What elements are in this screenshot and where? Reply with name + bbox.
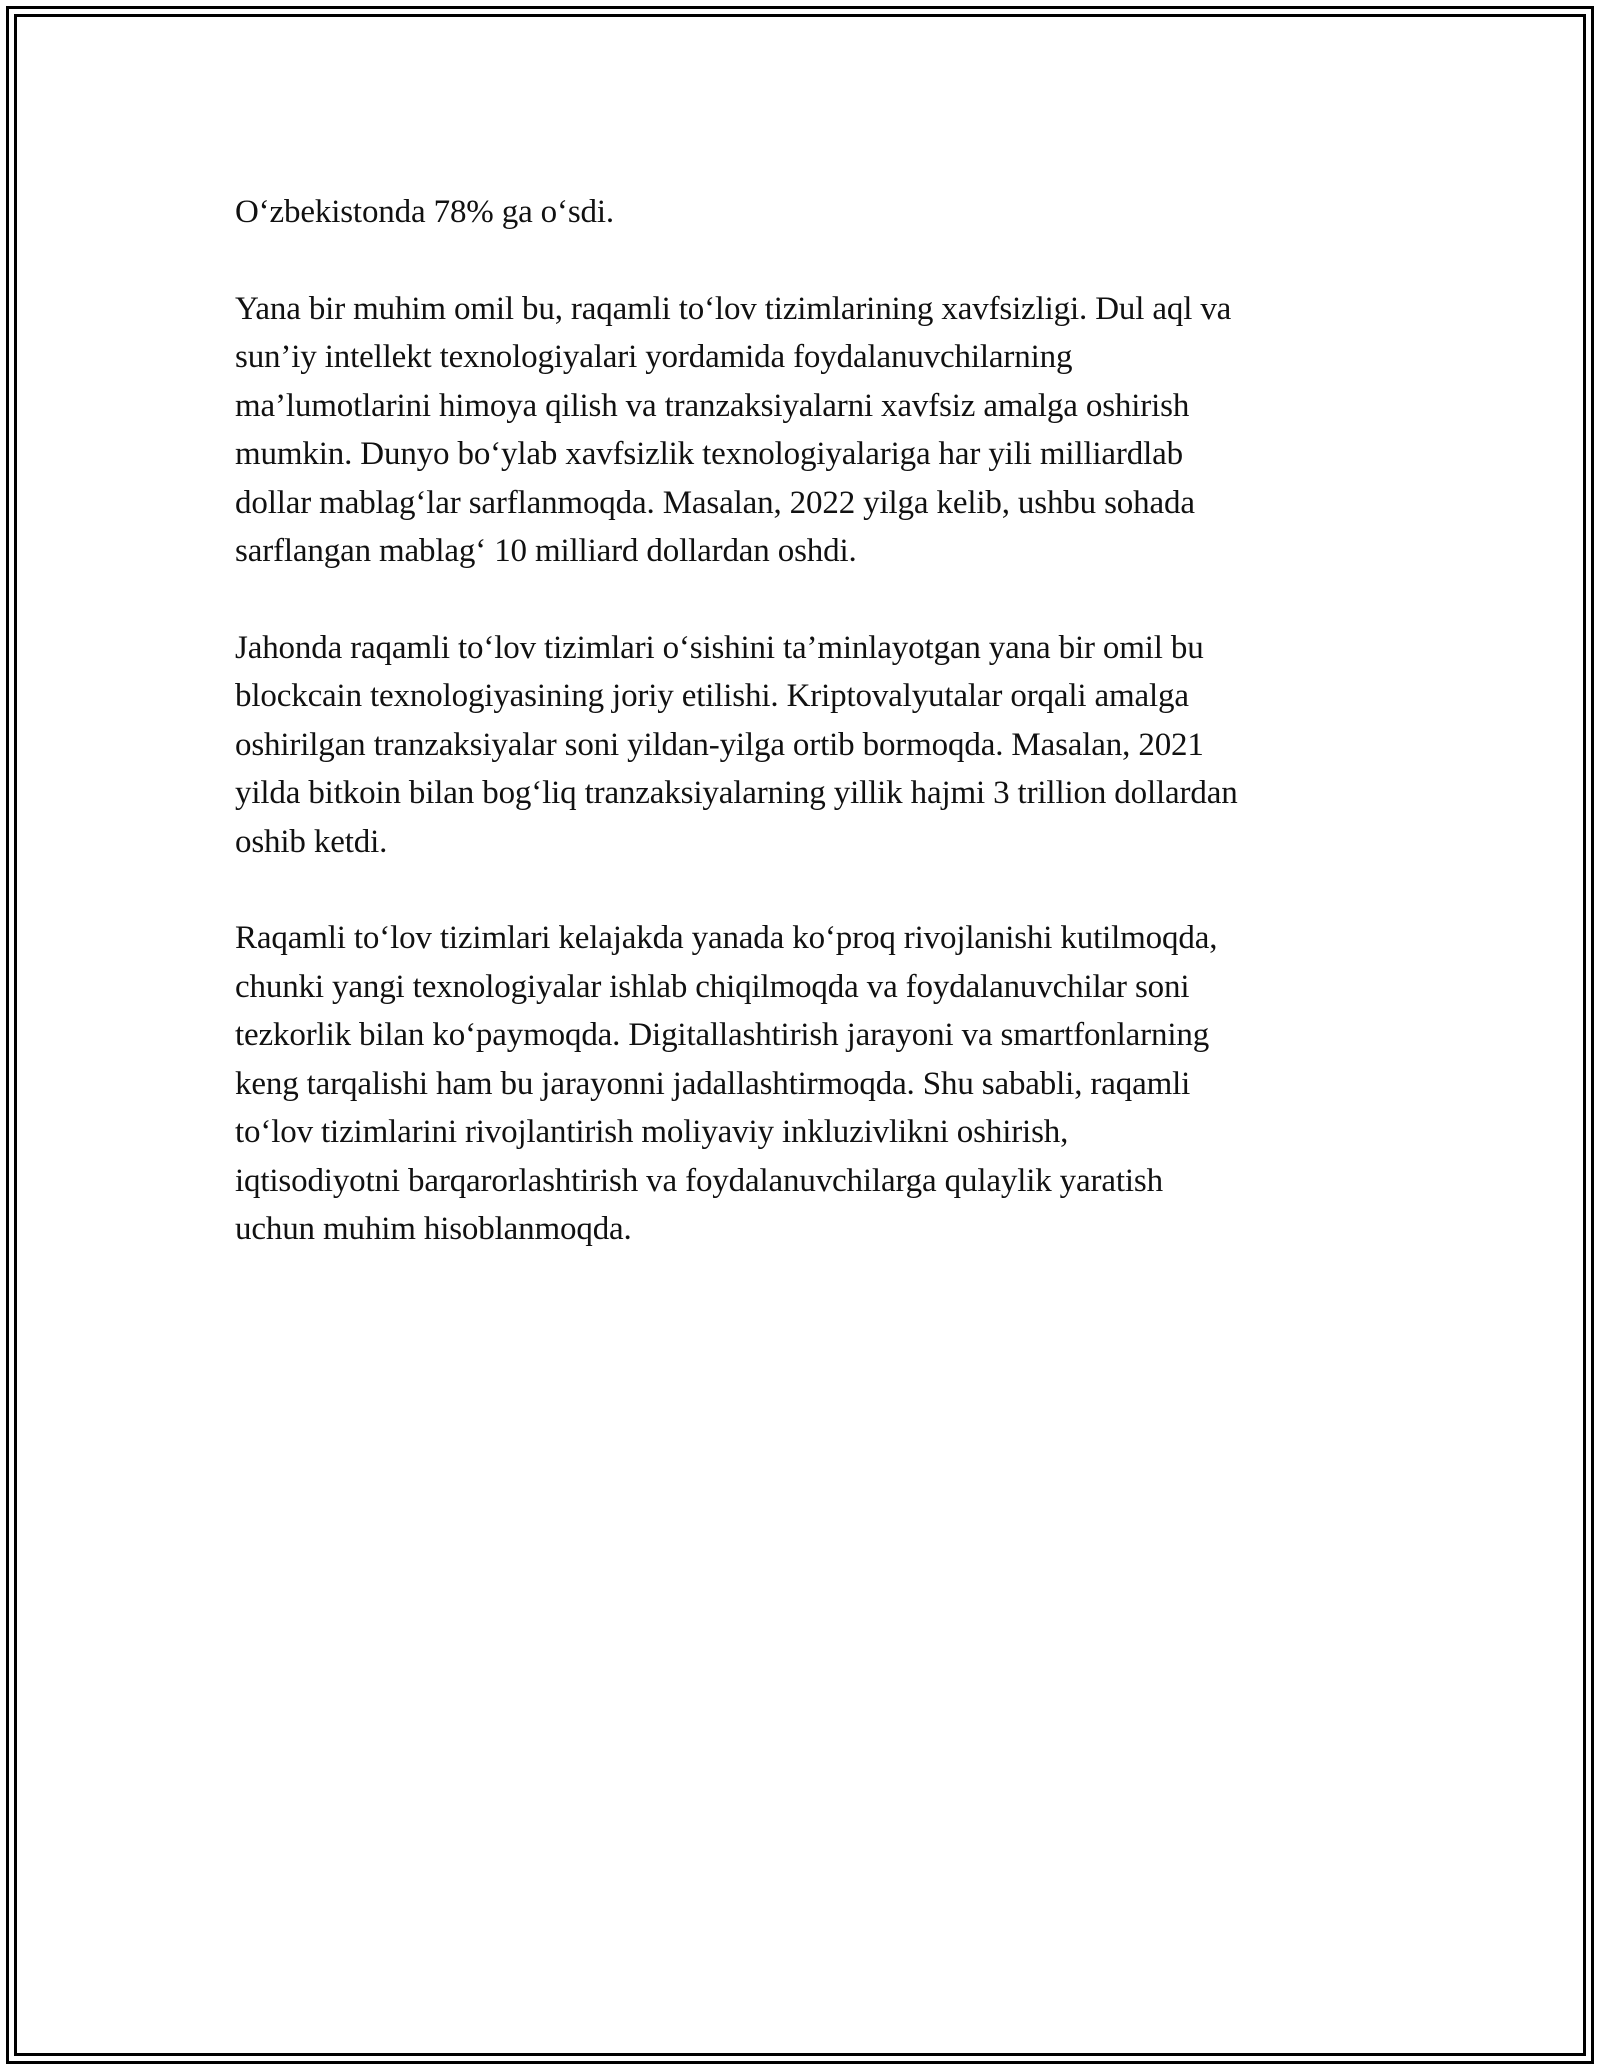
text-line: uchun muhim hisoblanmoqda. xyxy=(235,1211,632,1247)
text-line: oshirilgan tranzaksiyalar soni yildan-yilga ortib bormoqda. Masalan, 2021 xyxy=(235,726,1204,763)
text-line: Yana bir muhim omil bu, raqamli to‘lov tizimlarining xavfsizligi. Dul aql va xyxy=(235,290,1232,327)
text-line: oshib ketdi. xyxy=(235,823,388,860)
text-line: chunki yangi texnologiyalar ishlab chiqilmoqda va foydalanuvchilar soni xyxy=(235,968,1190,1005)
document-body xyxy=(235,188,1375,1302)
text-line: blockcain texnologiyasining joriy etilishi. Kriptovalyutalar orqali amalga xyxy=(235,678,1189,714)
text-line: Raqamli to‘lov tizimlari kelajakda yanada ko‘proq rivojlanishi kutilmoqda, xyxy=(235,920,1218,956)
paragraph-2 xyxy=(235,285,1375,576)
text-line: iqtisodiyotni barqarorlashtirish va foydalanuvchilarga qulaylik yaratish xyxy=(235,1162,1163,1199)
text-line: to‘lov tizimlarini rivojlantirish moliyaviy inkluzivlikni oshirish, xyxy=(235,1114,1069,1150)
text-line: dollar mablag‘lar sarflanmoqda. Masalan, 2022 yilga kelib, ushbu sohada xyxy=(235,484,1195,521)
paragraph-4 xyxy=(235,914,1375,1254)
text-line: tezkorlik bilan ko‘paymoqda. Digitallashtirish jarayoni va smartfonlarning xyxy=(235,1017,1210,1053)
text-line: sarflangan mablag‘ 10 milliard dollardan oshdi. xyxy=(235,533,857,569)
text-line: ma’lumotlarini himoya qilish va tranzaksiyalarni xavfsiz amalga oshirish xyxy=(235,387,1190,424)
text-line: O‘zbekistonda 78% ga o‘sdi. xyxy=(235,194,615,230)
text-line: yilda bitkoin bilan bog‘liq tranzaksiyalarning yillik hajmi 3 trillion dollardan xyxy=(235,775,1238,811)
text-line: Jahonda raqamli to‘lov tizimlari o‘sishini ta’minlayotgan yana bir omil bu xyxy=(235,629,1204,666)
text-line: mumkin. Dunyo bo‘ylab xavfsizlik texnologiyalariga har yili milliardlab xyxy=(235,436,1183,472)
paragraph-3 xyxy=(235,624,1375,867)
paragraph-1 xyxy=(235,188,1375,237)
text-line: keng tarqalishi ham bu jarayonni jadallashtirmoqda. Shu sababli, raqamli xyxy=(235,1065,1191,1102)
text-line: sun’iy intellekt texnologiyalari yordamida foydalanuvchilarning xyxy=(235,339,1073,375)
